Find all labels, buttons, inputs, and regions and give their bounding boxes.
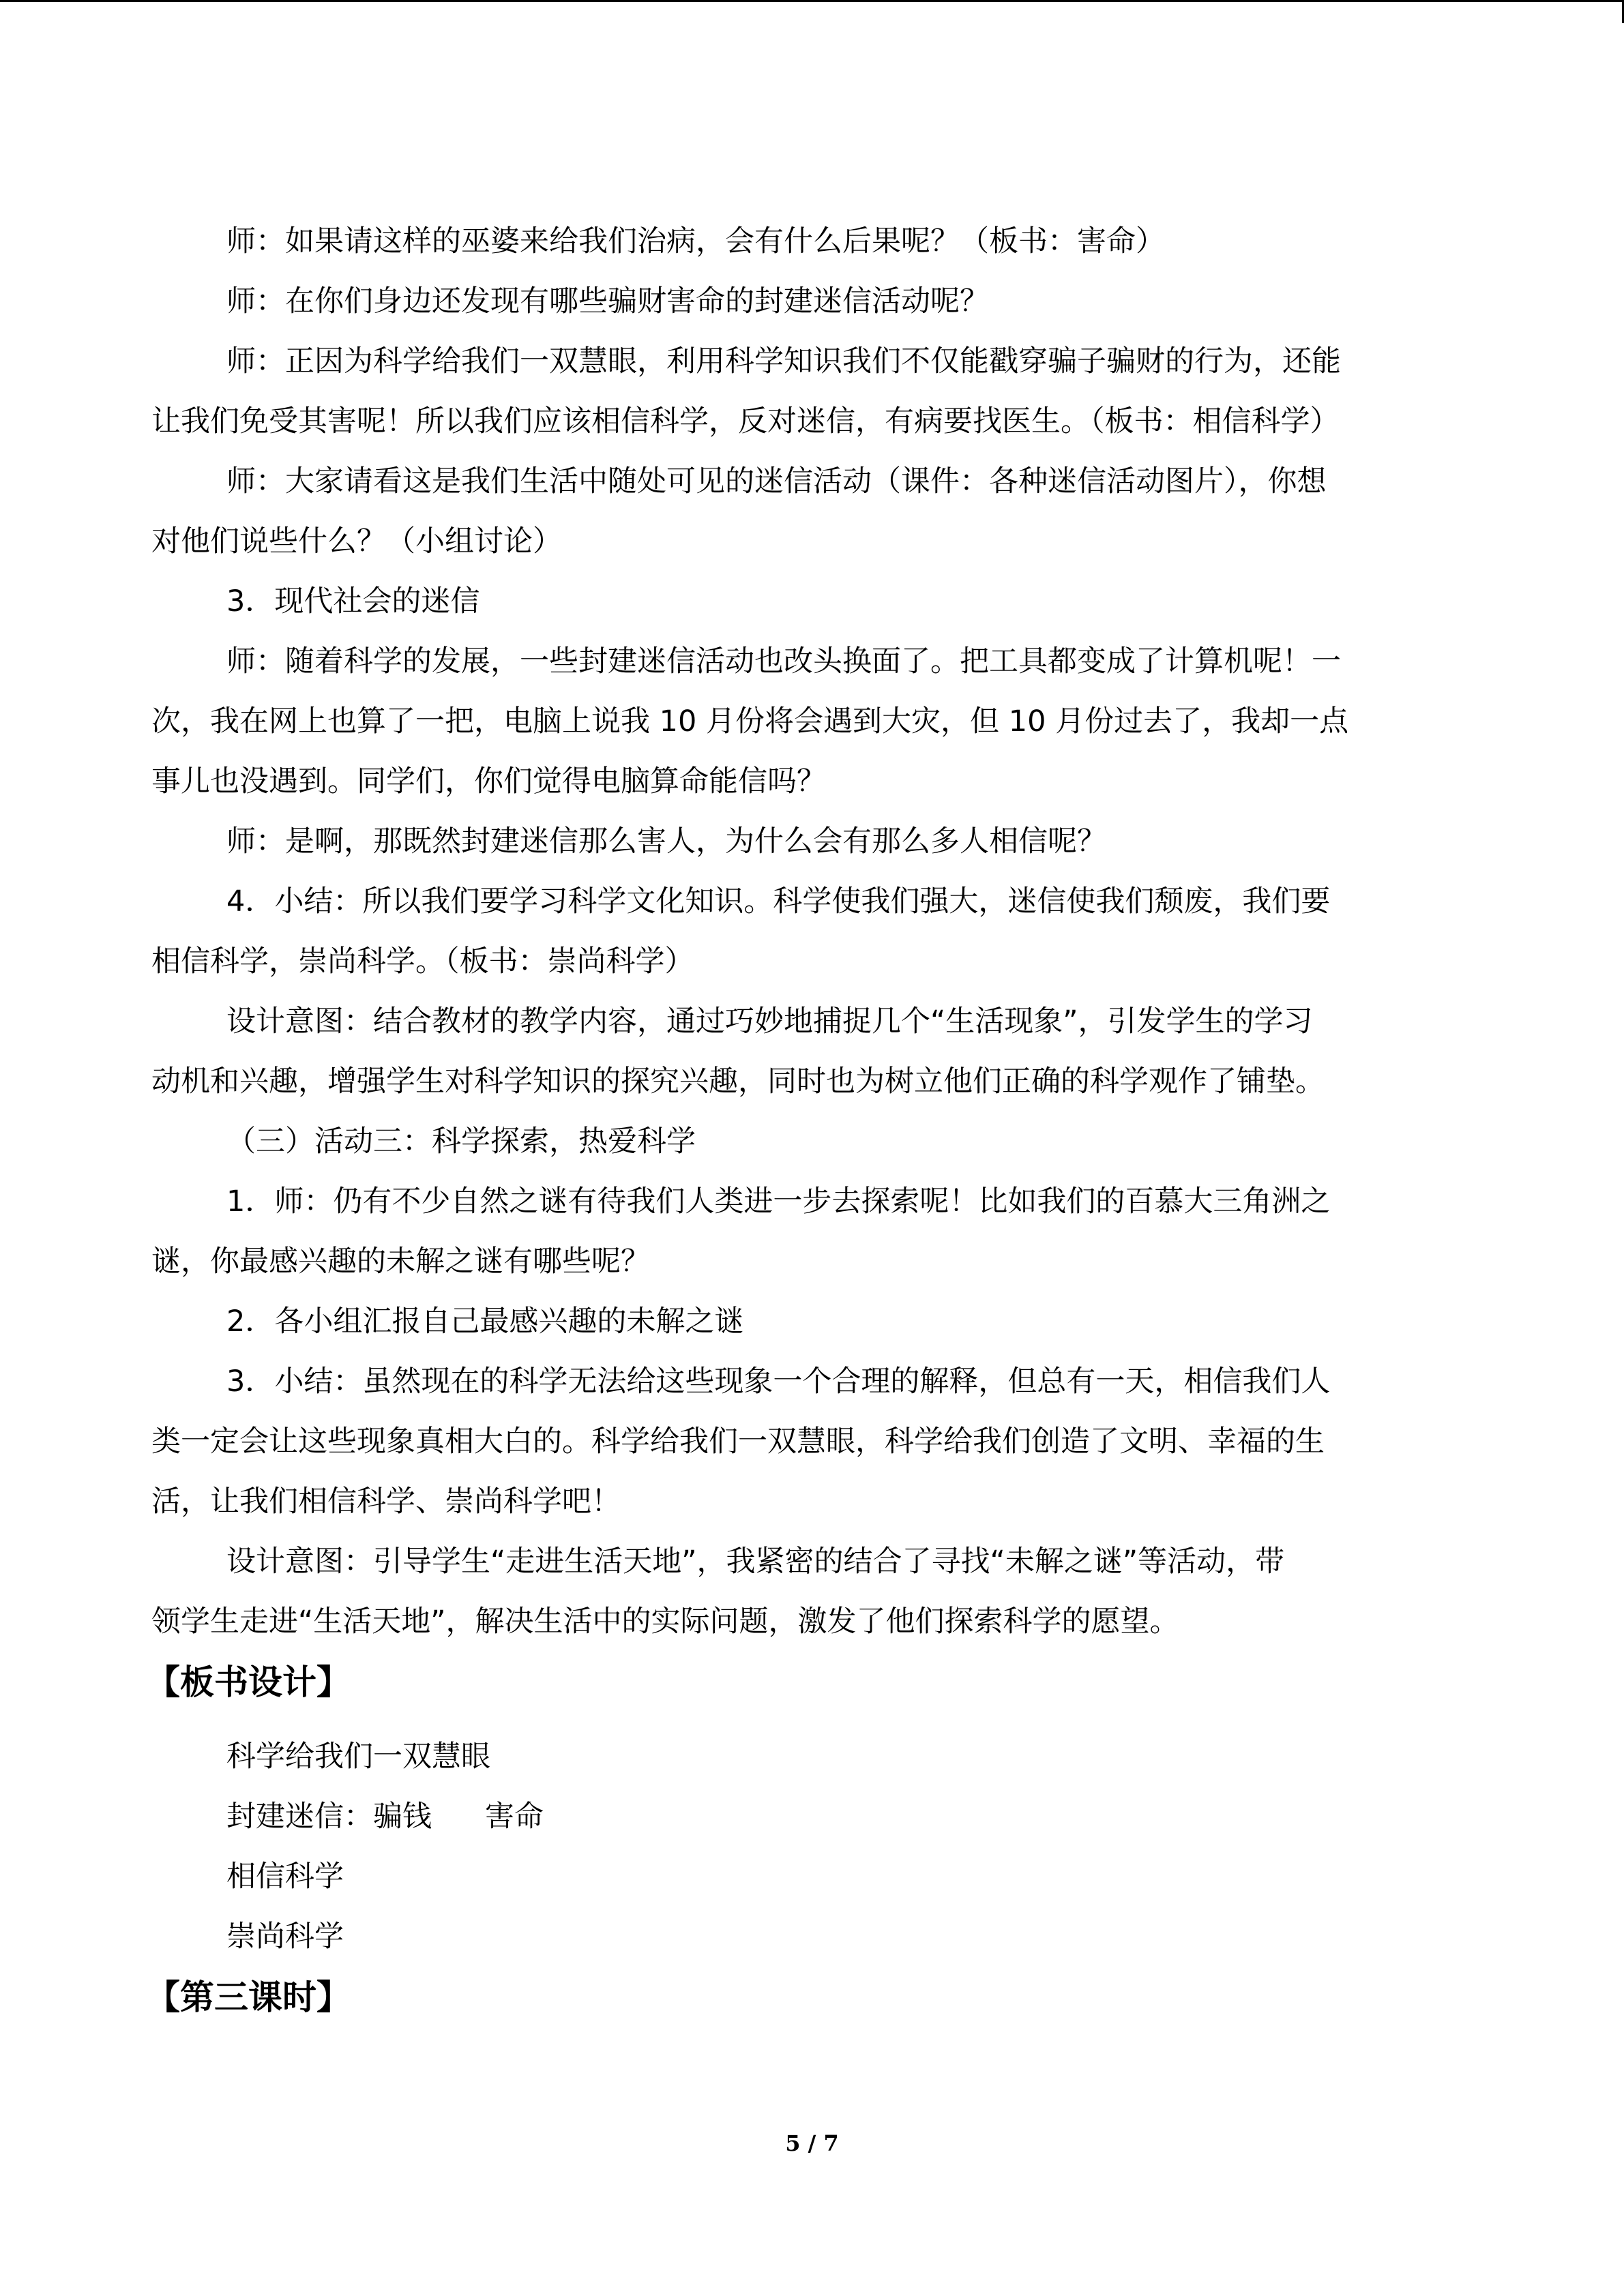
activity-heading-line: （三）活动三：科学探索，热爱科学 [226,1124,696,1159]
paragraph-line: 师：随着科学的发展，一些封建迷信活动也改头换面了。把工具都变成了计算机呢！一 [226,644,1341,679]
paragraph-line: 次，我在网上也算了一把，电脑上说我 10 月份将会遇到大灾，但 10 月份过去了，我却一点 [151,704,1349,739]
board-line-believe-science: 相信科学 [226,1860,344,1894]
paragraph-line: 对他们说些什么？（小组讨论） [151,524,562,558]
board-superstition-line [151,1787,1471,1847]
paragraph-line: 谜，你最感兴趣的未解之谜有哪些呢？ [151,1244,650,1279]
paragraph-line: 相信科学，崇尚科学。（板书：崇尚科学） [151,944,694,979]
paragraph-line: 类一定会让这些现象真相大白的。科学给我们一双慧眼，科学给我们创造了文明、幸福的生 [151,1425,1325,1459]
paragraph-line: 动机和兴趣，增强学生对科学知识的探究兴趣，同时也为树立他们正确的科学观作了铺垫。 [151,1064,1325,1099]
top-border-line [0,0,1624,2]
board-superstition-item: 害命 [485,1800,544,1834]
paragraph-line: 师：在你们身边还发现有哪些骗财害命的封建迷信活动呢？ [226,284,989,318]
paragraph-line: 活，让我们相信科学、崇尚科学吧！ [151,1485,621,1519]
board-design-heading: 【板书设计】 [146,1663,351,1702]
third-lesson-heading: 【第三课时】 [146,1978,351,2017]
section-number-line: 2．各小组汇报自己最感兴趣的未解之谜 [226,1304,744,1339]
design-intent-line: 设计意图：结合教材的教学内容，通过巧妙地捕捉几个“生活现象”，引发学生的学习 [226,1004,1313,1039]
section-number-line: 3．现代社会的迷信 [226,584,480,618]
paragraph-line: 师：大家请看这是我们生活中随处可见的迷信活动（课件：各种迷信活动图片），你想 [226,464,1327,498]
paragraph-line: 让我们免受其害呢！所以我们应该相信科学，反对迷信，有病要找医生。（板书：相信科学） [151,404,1340,438]
section-number-line: 3．小结：虽然现在的科学无法给这些现象一个合理的解释，但总有一天，相信我们人 [226,1365,1331,1399]
section-number-line: 4．小结：所以我们要学习科学文化知识。科学使我们强大，迷信使我们颓废，我们要 [226,884,1331,919]
board-title: 科学给我们一双慧眼 [226,1740,490,1774]
design-intent-line: 设计意图：引导学生“走进生活天地”，我紧密的结合了寻找“未解之谜”等活动，带 [226,1545,1285,1579]
board-design-block [151,1727,1471,1967]
page-number: 5 / 7 [785,2130,839,2156]
paragraph-line: 领学生走进“生活天地”，解决生活中的实际问题，激发了他们探索科学的愿望。 [151,1605,1179,1639]
board-superstition-label: 封建迷信：骗钱 [226,1800,432,1834]
paragraph-line: 事儿也没遇到。同学们，你们觉得电脑算命能信吗？ [151,764,826,799]
paragraph-line: 师：如果请这样的巫婆来给我们治病，会有什么后果呢？（板书：害命） [226,224,1165,258]
section-number-line: 1．师：仍有不少自然之谜有待我们人类进一步去探索呢！比如我们的百慕大三角洲之 [226,1184,1331,1219]
paragraph-line: 师：正因为科学给我们一双慧眼，利用科学知识我们不仅能戳穿骗子骗财的行为，还能 [226,344,1341,378]
paragraph-line: 师：是啊，那既然封建迷信那么害人，为什么会有那么多人相信呢？ [226,824,1106,859]
body-text [151,211,1471,1652]
board-line-uphold-science: 崇尚科学 [226,1920,344,1954]
document-content [146,211,1471,2028]
